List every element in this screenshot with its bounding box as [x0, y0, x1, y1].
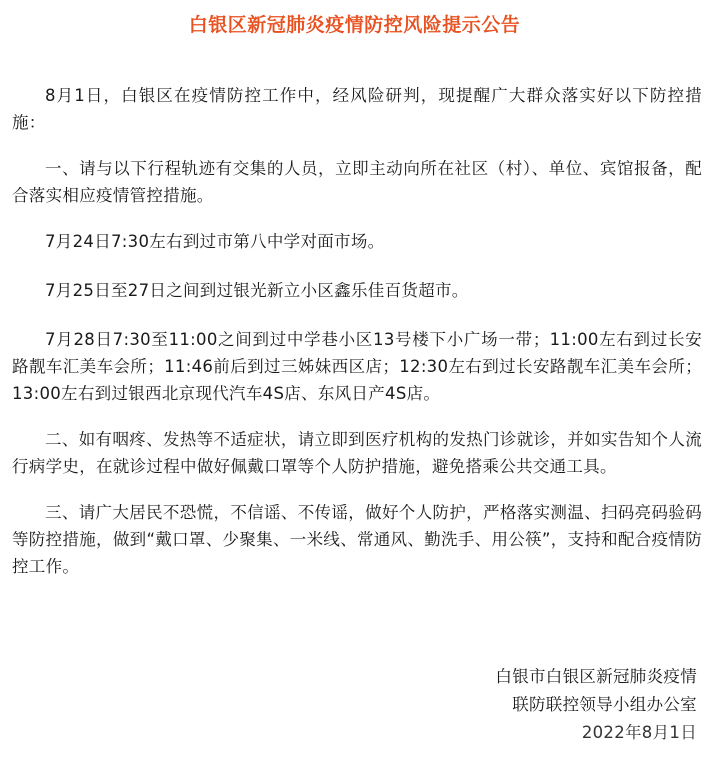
itinerary-july-24: 7月24日7:30左右到过市第八中学对面市场。 — [45, 232, 385, 251]
measure-two-paragraph: 二、如有咽疼、发热等不适症状，请立即到医疗机构的发热门诊就诊，并如实告知个人流行病学史，在就诊过程中做好佩戴口罩等个人防护措施，避免搭乘公共交通工具。 — [12, 430, 702, 476]
notice-body — [12, 82, 702, 599]
signature-org-line-1: 白银市白银区新冠肺炎疫情 — [495, 667, 697, 686]
page-title: 白银区新冠肺炎疫情防控风险提示公告 — [188, 14, 521, 36]
signature-org-line-2: 联防联控领导小组办公室 — [512, 695, 697, 714]
measure-one-paragraph: 一、请与以下行程轨迹有交集的人员，立即主动向所在社区（村）、单位、宾馆报备，配合落实相应疫情管控措施。 — [12, 159, 702, 205]
measure-three-paragraph: 三、请广大居民不恐慌，不信谣、不传谣，做好个人防护，严格落实测温、扫码亮码验码等防控措施，做到“戴口罩、少聚集、一米线、常通风、勤洗手、用公筷”，支持和配合疫情防控工作。 — [12, 503, 702, 576]
signature-date: 2022年8月1日 — [581, 723, 697, 742]
itinerary-july-28: 7月28日7:30至11:00之间到过中学巷小区13号楼下小广场一带；11:00左右到过长安路靓车汇美车会所；11:46前后到过三姊妹西区店；12:30左右到过长安路靓车汇美车会所；13:00左右到过银西北京现代汽车4S店、东风日产4S店。 — [12, 330, 702, 403]
signature-block — [495, 663, 697, 747]
intro-paragraph: 8月1日，白银区在疫情防控工作中，经风险研判，现提醒广大群众落实好以下防控措施： — [12, 86, 702, 132]
itinerary-july-25-27: 7月25日至27日之间到过银光新立小区鑫乐佳百货超市。 — [45, 281, 469, 300]
